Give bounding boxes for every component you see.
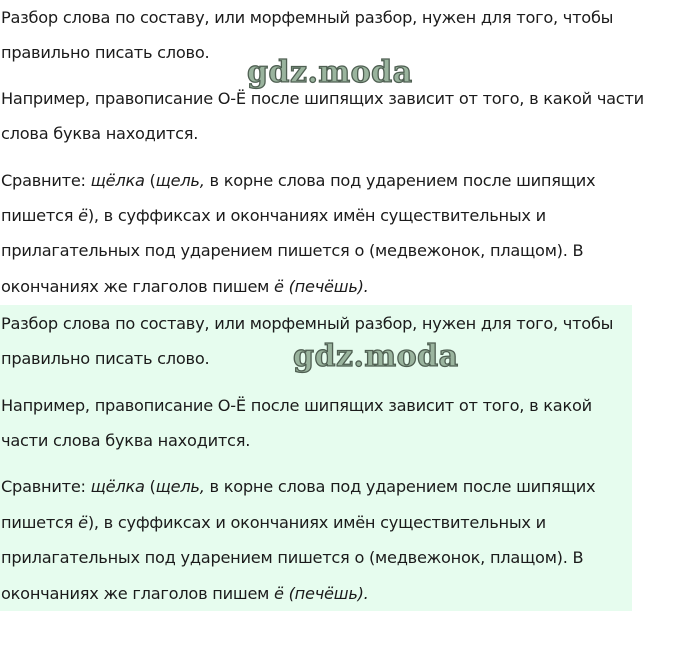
- watermark-logo: gdz.moda: [247, 55, 413, 90]
- paragraph-2-line-2: слова буква находится.: [1, 124, 199, 143]
- answer-block-plain: [0, 0, 680, 302]
- paragraph-3-line-2: пишется ё), в суффиксах и окончаниях имён существительных и: [1, 513, 546, 532]
- paragraph-1-line-2: правильно писать слово.: [1, 43, 210, 62]
- paragraph-2-line-1: Например, правописание О-Ё после шипящих зависит от того, в какой части: [1, 89, 644, 108]
- paragraph-3-line-4: окончаниях же глаголов пишем ё (печёшь).: [1, 584, 369, 603]
- paragraph-3-line-4: окончаниях же глаголов пишем ё (печёшь).: [1, 277, 369, 296]
- paragraph-3-line-1: Сравните: щёлка (щель, в корне слова под ударением после шипящих: [1, 477, 596, 496]
- paragraph-2-line-2: части слова буква находится.: [1, 431, 251, 450]
- paragraph-1-line-1: Разбор слова по составу, или морфемный разбор, нужен для того, чтобы: [1, 8, 614, 27]
- paragraph-1-line-1: Разбор слова по составу, или морфемный разбор, нужен для того, чтобы: [1, 314, 614, 333]
- paragraph-3-line-3: прилагательных под ударением пишется о (медвежонок, плащом). В: [1, 548, 584, 567]
- paragraph-2-line-1: Например, правописание О-Ё после шипящих зависит от того, в какой: [1, 396, 592, 415]
- watermark-logo: gdz.moda: [293, 339, 459, 374]
- paragraph-3-line-3: прилагательных под ударением пишется о (медвежонок, плащом). В: [1, 241, 584, 260]
- paragraph-1-line-2: правильно писать слово.: [1, 349, 210, 368]
- paragraph-3-line-1: Сравните: щёлка (щель, в корне слова под ударением после шипящих: [1, 171, 596, 190]
- paragraph-3-line-2: пишется ё), в суффиксах и окончаниях имён существительных и: [1, 206, 546, 225]
